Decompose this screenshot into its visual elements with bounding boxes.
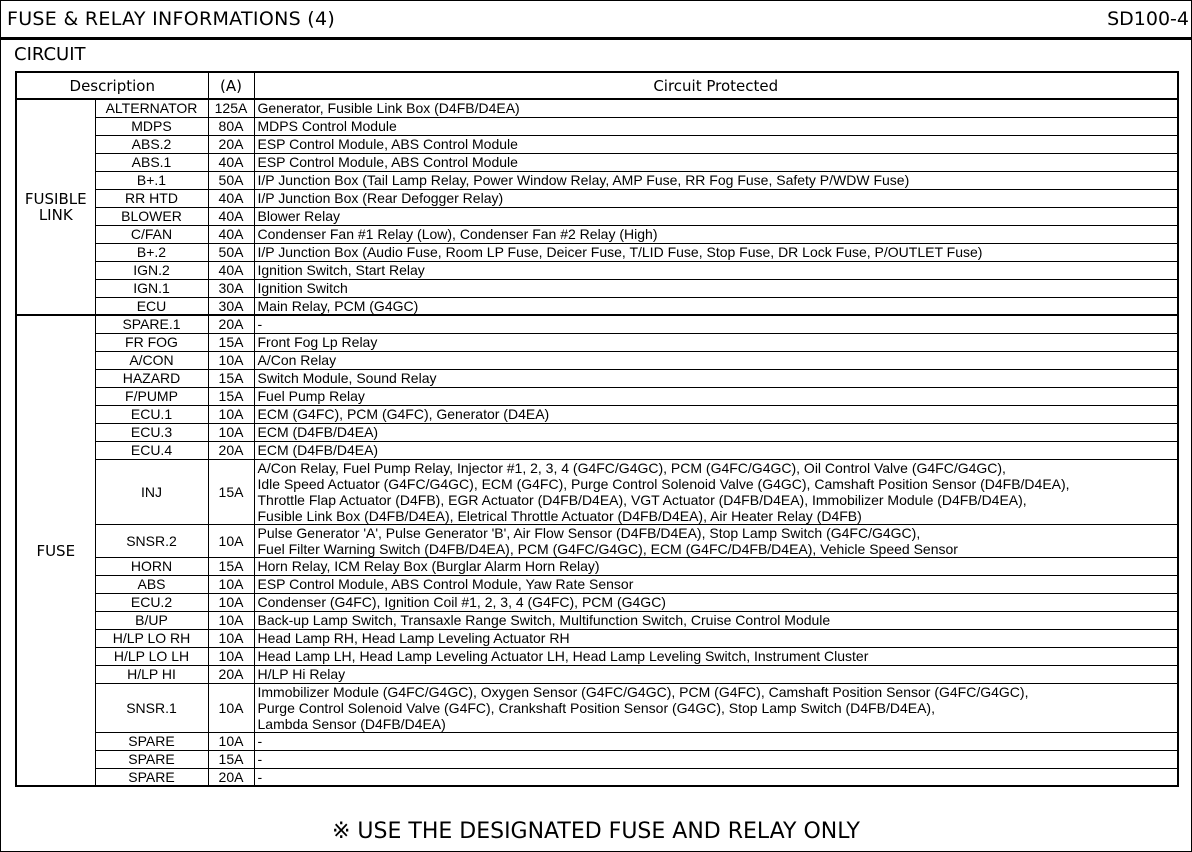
fuse-name: H/LP LO LH bbox=[95, 647, 208, 665]
fuse-amperage: 30A bbox=[208, 279, 254, 297]
table-row bbox=[16, 369, 1178, 387]
fuse-name: SPARE.1 bbox=[95, 315, 208, 333]
fuse-name: ECU bbox=[95, 297, 208, 315]
circuit-protected bbox=[254, 99, 1178, 117]
table-row bbox=[16, 261, 1178, 279]
circuit-protected bbox=[254, 207, 1178, 225]
fuse-name: MDPS bbox=[95, 117, 208, 135]
fuse-amperage: 10A bbox=[208, 629, 254, 647]
group-label-line: FUSE bbox=[36, 541, 76, 560]
circuit-line: Lambda Sensor (D4FB/D4EA) bbox=[257, 715, 446, 732]
footer-note: ※ USE THE DESIGNATED FUSE AND RELAY ONLY bbox=[332, 819, 860, 844]
circuit-line: Head Lamp RH, Head Lamp Leveling Actuator RH bbox=[257, 630, 570, 646]
fuse-name: RR HTD bbox=[95, 189, 208, 207]
fuse-name: F/PUMP bbox=[95, 387, 208, 405]
table-row bbox=[16, 683, 1178, 732]
column-header-description: Description bbox=[16, 72, 208, 99]
circuit-protected bbox=[254, 153, 1178, 171]
circuit-line: Throttle Flap Actuator (D4FB), EGR Actuator (D4FB/D4EA), VGT Actuator (D4FB/D4EA), Immobilizer Module (D4FB/D4EA), bbox=[257, 491, 1027, 508]
circuit-line: Main Relay, PCM (G4GC) bbox=[257, 297, 419, 314]
circuit-protected bbox=[254, 135, 1178, 153]
circuit-protected bbox=[254, 225, 1178, 243]
circuit-protected bbox=[254, 423, 1178, 441]
table-row bbox=[16, 135, 1178, 153]
page-header bbox=[1, 1, 1191, 40]
table-row bbox=[16, 423, 1178, 441]
column-header-amp: (A) bbox=[208, 72, 254, 99]
circuit-line: A/Con Relay bbox=[257, 352, 337, 368]
table-row bbox=[16, 768, 1178, 786]
circuit-line: Front Fog Lp Relay bbox=[257, 334, 378, 350]
fuse-amperage: 40A bbox=[208, 225, 254, 243]
fuse-amperage: 20A bbox=[208, 768, 254, 786]
circuit-protected bbox=[254, 683, 1178, 732]
circuit-line: ESP Control Module, ABS Control Module bbox=[257, 154, 518, 170]
fuse-name: SPARE bbox=[95, 768, 208, 786]
circuit-line: Back-up Lamp Switch, Transaxle Range Switch, Multifunction Switch, Cruise Control Module bbox=[257, 612, 831, 628]
circuit-line: Pulse Generator 'A', Pulse Generator 'B', Air Flow Sensor (D4FB/D4EA), Stop Lamp Switch (G4FC/G4GC), bbox=[257, 524, 921, 541]
table-row bbox=[16, 387, 1178, 405]
table-row bbox=[16, 153, 1178, 171]
circuit-line: ESP Control Module, ABS Control Module, Yaw Rate Sensor bbox=[257, 576, 634, 592]
table-row bbox=[16, 750, 1178, 768]
circuit-protected bbox=[254, 611, 1178, 629]
circuit-protected bbox=[254, 315, 1178, 333]
table-row bbox=[16, 405, 1178, 423]
circuit-line: Purge Control Solenoid Valve (G4FC), Crankshaft Position Sensor (G4GC), Stop Lamp Switch (D4FB/D4EA), bbox=[257, 699, 935, 716]
table-body bbox=[16, 99, 1178, 786]
fuse-name: HORN bbox=[95, 557, 208, 575]
table-row bbox=[16, 189, 1178, 207]
circuit-line: Fusible Link Box (D4FB/D4EA), Eletrical Throttle Actuator (D4FB/D4EA), Air Heater Relay (D4FB) bbox=[257, 507, 862, 524]
fuse-amperage: 15A bbox=[208, 557, 254, 575]
table-row bbox=[16, 575, 1178, 593]
fuse-amperage: 10A bbox=[208, 732, 254, 750]
circuit-protected bbox=[254, 171, 1178, 189]
fuse-name: SPARE bbox=[95, 750, 208, 768]
circuit-line: Immobilizer Module (G4FC/G4GC), Oxygen Sensor (G4FC/G4GC), PCM (G4FC), Camshaft Position Sensor (G4FC/G4GC), bbox=[257, 683, 1029, 700]
circuit-line: - bbox=[257, 751, 263, 767]
table-row bbox=[16, 557, 1178, 575]
circuit-line: Generator, Fusible Link Box (D4FB/D4EA) bbox=[257, 100, 520, 117]
fuse-amperage: 10A bbox=[208, 683, 254, 732]
table-row bbox=[16, 297, 1178, 315]
fuse-amperage: 15A bbox=[208, 750, 254, 768]
table-row bbox=[16, 611, 1178, 629]
circuit-line: Idle Speed Actuator (G4FC/G4GC), ECM (G4FC), Purge Control Solenoid Valve (G4GC), Camshaft Position Sensor (D4FB/D4EA), bbox=[257, 475, 1070, 492]
circuit-protected bbox=[254, 261, 1178, 279]
circuit-protected bbox=[254, 351, 1178, 369]
fuse-name: FR FOG bbox=[95, 333, 208, 351]
fuse-name: ECU.3 bbox=[95, 423, 208, 441]
fuse-amperage: 15A bbox=[208, 459, 254, 524]
circuit-line: - bbox=[257, 733, 263, 749]
section-title: CIRCUIT bbox=[14, 44, 86, 65]
circuit-line: Ignition Switch, Start Relay bbox=[257, 262, 425, 278]
fuse-amperage: 10A bbox=[208, 524, 254, 557]
circuit-protected bbox=[254, 768, 1178, 786]
fuse-amperage: 20A bbox=[208, 135, 254, 153]
fuse-name: ALTERNATOR bbox=[95, 99, 208, 117]
circuit-protected bbox=[254, 369, 1178, 387]
fuse-amperage: 30A bbox=[208, 297, 254, 315]
fuse-amperage: 40A bbox=[208, 261, 254, 279]
table-row bbox=[16, 243, 1178, 261]
fuse-name: SNSR.1 bbox=[95, 683, 208, 732]
circuit-line: ECM (D4FB/D4EA) bbox=[257, 442, 379, 458]
table-row bbox=[16, 441, 1178, 459]
fuse-name: IGN.1 bbox=[95, 279, 208, 297]
table-row bbox=[16, 524, 1178, 557]
fuse-amperage: 10A bbox=[208, 575, 254, 593]
fuse-amperage: 40A bbox=[208, 153, 254, 171]
fuse-name: ECU.4 bbox=[95, 441, 208, 459]
circuit-protected bbox=[254, 333, 1178, 351]
table-header-row bbox=[16, 72, 1178, 99]
fuse-relay-table bbox=[15, 71, 1179, 787]
circuit-protected bbox=[254, 732, 1178, 750]
circuit-line: Head Lamp LH, Head Lamp Leveling Actuator LH, Head Lamp Leveling Switch, Instrument Cluster bbox=[257, 648, 869, 664]
fuse-amperage: 10A bbox=[208, 647, 254, 665]
fuse-name: B+.2 bbox=[95, 243, 208, 261]
circuit-protected bbox=[254, 117, 1178, 135]
table-row bbox=[16, 629, 1178, 647]
fuse-name: C/FAN bbox=[95, 225, 208, 243]
fuse-amperage: 20A bbox=[208, 441, 254, 459]
table-row bbox=[16, 459, 1178, 524]
circuit-line: Switch Module, Sound Relay bbox=[257, 370, 437, 386]
circuit-protected bbox=[254, 647, 1178, 665]
table-row bbox=[16, 647, 1178, 665]
circuit-protected bbox=[254, 387, 1178, 405]
circuit-protected bbox=[254, 243, 1178, 261]
fuse-amperage: 50A bbox=[208, 171, 254, 189]
circuit-protected bbox=[254, 593, 1178, 611]
circuit-line: ESP Control Module, ABS Control Module bbox=[257, 136, 518, 152]
fuse-name: H/LP HI bbox=[95, 665, 208, 683]
circuit-line: I/P Junction Box (Tail Lamp Relay, Power Window Relay, AMP Fuse, RR Fog Fuse, Safety P/WDW Fuse) bbox=[257, 172, 910, 188]
fuse-amperage: 10A bbox=[208, 405, 254, 423]
table-row bbox=[16, 351, 1178, 369]
fuse-amperage: 15A bbox=[208, 333, 254, 351]
fuse-name: ABS.2 bbox=[95, 135, 208, 153]
circuit-line: I/P Junction Box (Rear Defogger Relay) bbox=[257, 190, 504, 206]
fuse-amperage: 50A bbox=[208, 243, 254, 261]
fuse-name: H/LP LO RH bbox=[95, 629, 208, 647]
circuit-protected bbox=[254, 575, 1178, 593]
table-row bbox=[16, 225, 1178, 243]
fuse-amperage: 125A bbox=[208, 99, 254, 117]
circuit-line: - bbox=[257, 316, 263, 333]
fuse-amperage: 15A bbox=[208, 369, 254, 387]
fuse-name: ECU.1 bbox=[95, 405, 208, 423]
table-row bbox=[16, 279, 1178, 297]
circuit-protected bbox=[254, 557, 1178, 575]
table-row bbox=[16, 171, 1178, 189]
document-code: SD100-4 bbox=[1107, 8, 1189, 30]
fuse-name: ECU.2 bbox=[95, 593, 208, 611]
circuit-line: H/LP Hi Relay bbox=[257, 666, 346, 682]
table-row bbox=[16, 333, 1178, 351]
fuse-name: SNSR.2 bbox=[95, 524, 208, 557]
fuse-name: A/CON bbox=[95, 351, 208, 369]
circuit-line: MDPS Control Module bbox=[257, 118, 397, 134]
circuit-protected bbox=[254, 524, 1178, 557]
circuit-line: - bbox=[257, 768, 263, 785]
circuit-line: Fuel Filter Warning Switch (D4FB/D4EA), PCM (G4FC/G4GC), ECM (G4FC/D4FB/D4EA), Vehicle Speed Sensor bbox=[257, 540, 958, 557]
fuse-amperage: 15A bbox=[208, 387, 254, 405]
column-header-circuit: Circuit Protected bbox=[254, 72, 1178, 99]
fuse-name: B/UP bbox=[95, 611, 208, 629]
circuit-line: A/Con Relay, Fuel Pump Relay, Injector #1, 2, 3, 4 (G4FC/G4GC), PCM (G4FC/G4GC), Oil Control Valve (G4FC/G4GC), bbox=[257, 459, 1006, 476]
circuit-line: Blower Relay bbox=[257, 208, 340, 224]
circuit-protected bbox=[254, 279, 1178, 297]
fuse-amperage: 10A bbox=[208, 611, 254, 629]
fuse-amperage: 10A bbox=[208, 351, 254, 369]
circuit-protected bbox=[254, 297, 1178, 315]
table-row bbox=[16, 593, 1178, 611]
fuse-amperage: 40A bbox=[208, 207, 254, 225]
fuse-amperage: 80A bbox=[208, 117, 254, 135]
table-row bbox=[16, 732, 1178, 750]
circuit-protected bbox=[254, 459, 1178, 524]
table-row bbox=[16, 99, 1178, 117]
fuse-name: IGN.2 bbox=[95, 261, 208, 279]
fuse-name: ABS bbox=[95, 575, 208, 593]
table-row bbox=[16, 315, 1178, 333]
circuit-line: I/P Junction Box (Audio Fuse, Room LP Fuse, Deicer Fuse, T/LID Fuse, Stop Fuse, DR Lock Fuse, P/OUTLET Fuse) bbox=[257, 244, 983, 260]
circuit-line: Condenser Fan #1 Relay (Low), Condenser Fan #2 Relay (High) bbox=[257, 226, 658, 242]
table-row bbox=[16, 117, 1178, 135]
circuit-protected bbox=[254, 665, 1178, 683]
circuit-protected bbox=[254, 441, 1178, 459]
page-title: FUSE & RELAY INFORMATIONS (4) bbox=[7, 8, 336, 30]
circuit-line: Ignition Switch bbox=[257, 280, 348, 296]
fuse-name: HAZARD bbox=[95, 369, 208, 387]
circuit-protected bbox=[254, 189, 1178, 207]
circuit-line: Fuel Pump Relay bbox=[257, 388, 365, 404]
fuse-name: SPARE bbox=[95, 732, 208, 750]
group-label bbox=[16, 315, 95, 786]
group-label-line: FUSIBLE bbox=[24, 190, 87, 208]
group-label-line: LINK bbox=[38, 206, 73, 224]
circuit-protected bbox=[254, 629, 1178, 647]
table-row bbox=[16, 665, 1178, 683]
circuit-line: ECM (G4FC), PCM (G4FC), Generator (D4EA) bbox=[257, 406, 550, 422]
table-row bbox=[16, 207, 1178, 225]
circuit-line: Condenser (G4FC), Ignition Coil #1, 2, 3, 4 (G4FC), PCM (G4GC) bbox=[257, 594, 666, 610]
circuit-line: ECM (D4FB/D4EA) bbox=[257, 424, 379, 440]
fuse-amperage: 10A bbox=[208, 593, 254, 611]
circuit-protected bbox=[254, 750, 1178, 768]
fuse-name: ABS.1 bbox=[95, 153, 208, 171]
fuse-name: BLOWER bbox=[95, 207, 208, 225]
fuse-amperage: 10A bbox=[208, 423, 254, 441]
group-label bbox=[16, 99, 95, 315]
fuse-amperage: 40A bbox=[208, 189, 254, 207]
fuse-name: INJ bbox=[95, 459, 208, 524]
fuse-name: B+.1 bbox=[95, 171, 208, 189]
fuse-amperage: 20A bbox=[208, 315, 254, 333]
circuit-protected bbox=[254, 405, 1178, 423]
fuse-amperage: 20A bbox=[208, 665, 254, 683]
circuit-line: Horn Relay, ICM Relay Box (Burglar Alarm Horn Relay) bbox=[257, 558, 600, 574]
